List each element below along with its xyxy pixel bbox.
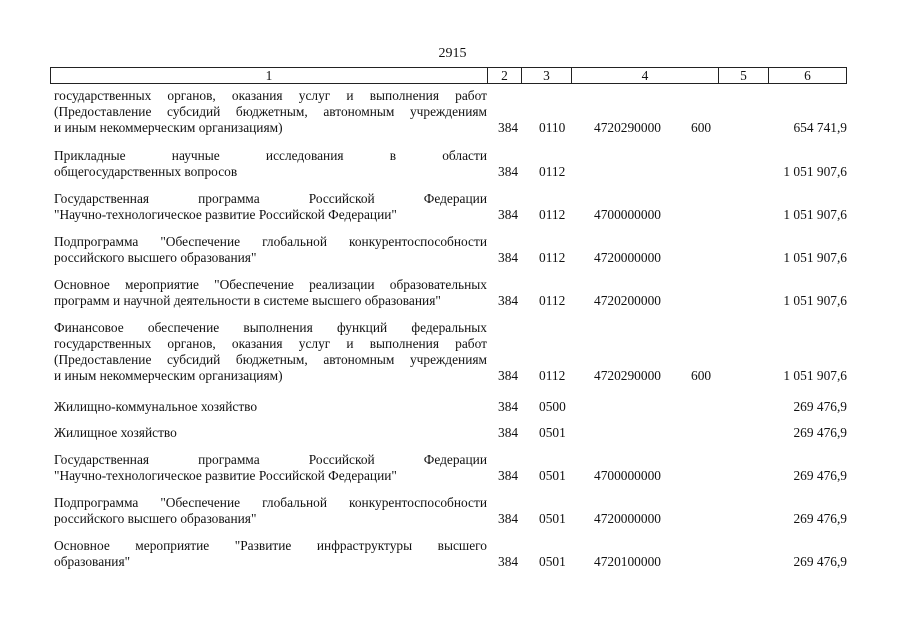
description-line: (Предоставление субсидий бюджетным, автономным учреждениям xyxy=(54,352,487,367)
row-description xyxy=(54,495,487,527)
description-line: Основное мероприятие "Развитие инфраструктуры высшего xyxy=(54,538,487,553)
code-chapter: 384 xyxy=(498,554,519,569)
amount: 1 051 907,6 xyxy=(783,207,847,222)
description-line: и иным некоммерческим организациям) xyxy=(54,368,283,383)
header-col-1: 1 xyxy=(51,68,488,83)
code-section: 0112 xyxy=(539,207,566,222)
code-section: 0112 xyxy=(539,293,566,308)
description-line: "Научно-технологическое развитие Российской Федерации" xyxy=(54,468,397,483)
description-line: российского высшего образования" xyxy=(54,511,257,526)
table-row xyxy=(0,191,905,223)
amount: 1 051 907,6 xyxy=(783,368,847,383)
code-expense-type: 600 xyxy=(691,368,712,383)
code-section: 0112 xyxy=(539,368,566,383)
code-target: 4720290000 xyxy=(594,368,661,383)
description-line: Государственная программа Российской Федерации xyxy=(54,191,487,206)
description-line: (Предоставление субсидий бюджетным, автономным учреждениям xyxy=(54,104,487,119)
description-line: и иным некоммерческим организациям) xyxy=(54,120,283,135)
description-line: общегосударственных вопросов xyxy=(54,164,238,179)
table-row xyxy=(0,234,905,266)
table-row xyxy=(0,320,905,384)
code-chapter: 384 xyxy=(498,368,519,383)
code-section: 0501 xyxy=(539,468,566,483)
description-line: Финансовое обеспечение выполнения функций федеральных xyxy=(54,320,487,335)
description-line: Подпрограмма "Обеспечение глобальной конкурентоспособности xyxy=(54,234,487,249)
code-target: 4720000000 xyxy=(594,250,661,265)
row-description xyxy=(54,234,487,266)
row-description xyxy=(54,425,487,441)
description-line: Основное мероприятие "Обеспечение реализации образовательных xyxy=(54,277,487,292)
description-line: образования" xyxy=(54,554,131,569)
description-line: Государственная программа Российской Федерации xyxy=(54,452,487,467)
code-chapter: 384 xyxy=(498,511,519,526)
row-description xyxy=(54,320,487,384)
amount: 1 051 907,6 xyxy=(783,293,847,308)
amount: 1 051 907,6 xyxy=(783,164,847,179)
description-line: государственных органов, оказания услуг и выполнения работ xyxy=(54,336,487,351)
table-row xyxy=(0,277,905,309)
code-section: 0112 xyxy=(539,164,566,179)
row-description xyxy=(54,191,487,223)
page-number: 2915 xyxy=(438,46,467,61)
row-description xyxy=(54,538,487,570)
amount: 269 476,9 xyxy=(793,554,847,569)
row-description xyxy=(54,399,487,415)
code-chapter: 384 xyxy=(498,207,519,222)
row-description xyxy=(54,452,487,484)
header-col-2: 2 xyxy=(488,68,522,83)
table-row xyxy=(0,452,905,484)
description-line: Жилищное хозяйство xyxy=(54,425,177,440)
description-line: Прикладные научные исследования в области xyxy=(54,148,487,163)
description-line: Жилищно-коммунальное хозяйство xyxy=(54,399,258,414)
header-col-5: 5 xyxy=(719,68,769,83)
amount: 269 476,9 xyxy=(793,511,847,526)
code-chapter: 384 xyxy=(498,399,519,414)
amount: 654 741,9 xyxy=(793,120,847,135)
description-line: Подпрограмма "Обеспечение глобальной конкурентоспособности xyxy=(54,495,487,510)
code-expense-type: 600 xyxy=(691,120,712,135)
amount: 1 051 907,6 xyxy=(783,250,847,265)
table-row xyxy=(0,538,905,570)
code-chapter: 384 xyxy=(498,120,519,135)
table-row xyxy=(0,399,905,415)
table-row xyxy=(0,495,905,527)
code-section: 0500 xyxy=(539,399,566,414)
code-section: 0501 xyxy=(539,511,566,526)
description-line: "Научно-технологическое развитие Российской Федерации" xyxy=(54,207,397,222)
code-section: 0501 xyxy=(539,425,566,440)
header-col-6: 6 xyxy=(804,68,811,83)
code-chapter: 384 xyxy=(498,468,519,483)
code-target: 4700000000 xyxy=(594,207,661,222)
row-description xyxy=(54,277,487,309)
description-line: государственных органов, оказания услуг и выполнения работ xyxy=(54,88,487,103)
code-section: 0501 xyxy=(539,554,566,569)
code-target: 4720100000 xyxy=(594,554,661,569)
code-chapter: 384 xyxy=(498,250,519,265)
header-col-3: 3 xyxy=(522,68,572,83)
table-row xyxy=(0,148,905,180)
code-chapter: 384 xyxy=(498,293,519,308)
code-target: 4700000000 xyxy=(594,468,661,483)
code-target: 4720200000 xyxy=(594,293,661,308)
table-row xyxy=(0,88,905,136)
header-col-4: 4 xyxy=(572,68,719,83)
code-target: 4720290000 xyxy=(594,120,661,135)
row-description xyxy=(54,148,487,180)
amount: 269 476,9 xyxy=(793,425,847,440)
code-section: 0110 xyxy=(539,120,566,135)
code-chapter: 384 xyxy=(498,164,519,179)
code-target: 4720000000 xyxy=(594,511,661,526)
amount: 269 476,9 xyxy=(793,399,847,414)
description-line: программ и научной деятельности в системе высшего образования" xyxy=(54,293,441,308)
description-line: российского высшего образования" xyxy=(54,250,257,265)
table-header xyxy=(50,67,847,84)
amount: 269 476,9 xyxy=(793,468,847,483)
code-chapter: 384 xyxy=(498,425,519,440)
row-description xyxy=(54,88,487,136)
table-row xyxy=(0,425,905,441)
code-section: 0112 xyxy=(539,250,566,265)
